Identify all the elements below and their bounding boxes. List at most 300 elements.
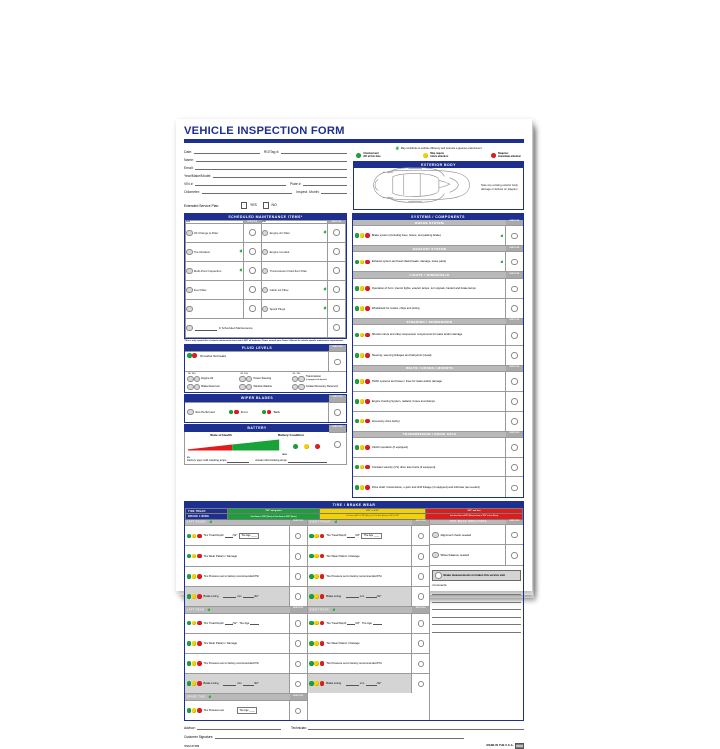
pressure-label: Tire Pressure set to factory-recommended PSI (203, 574, 259, 578)
tread-units-label: /32" (232, 621, 238, 625)
sm-mileage-cell (186, 318, 328, 337)
tire-row-brake-lining (308, 673, 430, 693)
green-status-dot[interactable] (262, 410, 267, 415)
due-checkbox[interactable] (262, 287, 269, 294)
green-status-dot[interactable] (355, 233, 360, 238)
green-status-dot[interactable] (355, 485, 360, 490)
yellow-status-dot[interactable] (192, 621, 197, 626)
alignment-check-checkbox[interactable] (432, 532, 439, 539)
yellow-status-dot[interactable] (360, 419, 365, 424)
date-input[interactable] (194, 149, 260, 154)
serviced-checkbox[interactable] (511, 485, 518, 492)
fill-checkbox[interactable] (246, 376, 253, 383)
leaf-icon (239, 249, 243, 253)
odometer-input[interactable] (202, 189, 293, 194)
green-status-dot[interactable] (187, 594, 192, 599)
brake-lining-label: Brake Lining (326, 682, 342, 686)
brake-measurement-checkbox[interactable] (435, 572, 442, 579)
tire-row-brake-lining (185, 586, 307, 606)
serviced-checkbox[interactable] (334, 409, 341, 416)
green-status-dot[interactable] (187, 661, 192, 666)
red-status-dot[interactable] (320, 621, 325, 626)
serviced-checkbox[interactable] (511, 259, 518, 266)
tread-units-label: /32" (355, 621, 360, 625)
comments-line[interactable] (432, 618, 521, 626)
red-status-dot (491, 153, 496, 158)
tread-depth-input[interactable] (347, 621, 355, 625)
serviced-checkbox[interactable] (511, 332, 518, 339)
tire-age-input[interactable] (250, 621, 259, 625)
sm-label: Transmission Fluid &/or Filter (269, 268, 308, 273)
red-status-dot[interactable] (320, 534, 325, 539)
serviced-checkbox[interactable] (511, 532, 518, 539)
red-status-dot[interactable] (365, 260, 370, 265)
red-status-dot[interactable] (234, 410, 239, 415)
yellow-status-dot[interactable] (314, 681, 319, 686)
wear-pattern-label: Tire Wear Pattern / Damage (203, 641, 237, 645)
serviced-checkbox[interactable] (295, 661, 302, 668)
exterior-body-note: Note any existing exterior body damage or defects on diagram (481, 183, 518, 191)
serviced-checkbox[interactable] (249, 305, 256, 312)
fill-checkbox[interactable] (298, 376, 305, 383)
green-status-dot[interactable] (187, 534, 192, 539)
red-status-dot[interactable] (365, 306, 370, 311)
fill-checkbox[interactable] (246, 384, 253, 391)
brake-lining-mm-input[interactable] (346, 682, 359, 686)
serviced-checkbox[interactable] (511, 233, 518, 240)
brake-lining-label: Brake Lining (326, 594, 342, 598)
system-row (353, 411, 523, 431)
serviced-checkbox[interactable] (511, 398, 518, 405)
ro-tag-input[interactable] (281, 149, 347, 154)
tire-age-input[interactable]: Tire Age ____ (239, 533, 259, 539)
red-status-dot[interactable] (365, 445, 370, 450)
due-checkbox[interactable] (186, 287, 193, 294)
serviced-checkbox[interactable] (333, 286, 340, 293)
serviced-checkbox[interactable] (295, 708, 302, 715)
yellow-status-dot[interactable] (192, 534, 197, 539)
battery-serviced-header: SERVICED (329, 425, 346, 431)
green-status-dot[interactable] (187, 574, 192, 579)
green-status-dot[interactable] (355, 419, 360, 424)
green-status-dot[interactable] (187, 621, 192, 626)
table-row (186, 299, 346, 318)
customer-signature-input[interactable] (215, 734, 464, 739)
red-status-dot[interactable] (365, 286, 370, 291)
green-status-dot[interactable] (355, 286, 360, 291)
fluid-item-label: Brake Reservoir (201, 385, 220, 389)
tread-depth-input[interactable] (225, 534, 233, 538)
green-status-dot[interactable] (229, 410, 234, 415)
red-status-dot[interactable] (320, 641, 325, 646)
legend-item-green (356, 152, 381, 158)
yellow-status-dot[interactable] (360, 260, 365, 265)
serviced-checkbox[interactable] (249, 248, 256, 255)
system-item-label: Constant velocity (CV) drive axle boots (if equipped) (371, 465, 436, 469)
green-status-dot[interactable] (355, 465, 360, 470)
red-status-dot[interactable] (197, 708, 202, 713)
group-title: TRANSMISSION / DRIVE AXLE (353, 432, 506, 437)
red-status-dot[interactable] (365, 419, 370, 424)
comments-block (432, 583, 521, 633)
inspect-month-input[interactable] (321, 189, 347, 194)
green-status-dot[interactable] (293, 444, 298, 449)
esp-no-checkbox[interactable] (263, 202, 269, 208)
sm-label: Engine Coolant (269, 249, 290, 254)
serviced-checkbox[interactable] (418, 661, 425, 668)
due-checkbox[interactable] (262, 268, 269, 275)
red-status-dot[interactable] (365, 379, 370, 384)
group-header-exhaust-system (353, 245, 523, 251)
car-diagram[interactable] (356, 164, 481, 211)
yellow-status-dot[interactable] (192, 661, 197, 666)
actual-amps-input[interactable] (288, 459, 327, 463)
legend-red-line2: immediate attention (497, 155, 521, 159)
pressure-label: Tire Pressure set to factory-recommended PSI (326, 662, 382, 666)
serviced-checkbox[interactable] (334, 359, 341, 366)
due-checkbox[interactable] (262, 230, 269, 237)
name-label: Name: (184, 158, 194, 163)
leaf-icon (207, 608, 211, 612)
leaf-icon (500, 234, 504, 238)
yellow-status-dot[interactable] (304, 444, 309, 449)
system-row (353, 298, 523, 318)
vin-input[interactable] (195, 181, 286, 186)
yellow-status-dot[interactable] (360, 233, 365, 238)
eco-note-text: May contribute to vehicle efficiency and promote a greener environment (400, 146, 482, 150)
due-checkbox[interactable] (262, 306, 269, 313)
brake-lining-mm-input[interactable] (223, 682, 236, 686)
serviced-header-right: SERVICED (328, 220, 346, 223)
signature-row-customer (184, 734, 524, 739)
yellow-status-dot[interactable] (360, 399, 365, 404)
sm-label: Cabin Air Filter (269, 287, 289, 292)
red-status-dot[interactable] (197, 574, 202, 579)
serviced-checkbox[interactable] (333, 229, 340, 236)
red-status-dot[interactable] (320, 574, 325, 579)
serviced-checkbox[interactable] (511, 378, 518, 385)
serviced-checkbox[interactable] (511, 444, 518, 451)
pressure-label: Tire Pressure set to factory-recommended PSI (326, 574, 382, 578)
serviced-checkbox[interactable] (418, 573, 425, 580)
red-status-dot[interactable] (365, 333, 370, 338)
red-status-dot[interactable] (197, 641, 202, 646)
leaf-icon (323, 230, 327, 234)
green-status-dot[interactable] (309, 534, 314, 539)
fill-checkbox[interactable] (194, 384, 201, 391)
serviced-checkbox[interactable] (334, 441, 341, 448)
serviced-checkbox[interactable] (418, 620, 425, 627)
yellow-status-dot[interactable] (360, 306, 365, 311)
yellow-status-dot[interactable] (360, 445, 365, 450)
yellow-status-dot[interactable] (314, 554, 319, 559)
green-status-dot[interactable] (309, 594, 314, 599)
comments-line[interactable] (432, 587, 521, 595)
comments-line[interactable] (432, 625, 521, 633)
red-status-dot[interactable] (197, 621, 202, 626)
red-status-dot[interactable] (320, 661, 325, 666)
comments-line[interactable] (432, 603, 521, 611)
due-checkbox[interactable] (186, 268, 193, 275)
serviced-checkbox[interactable] (333, 324, 340, 331)
tire-age-input[interactable]: Tire Age ____ (361, 533, 381, 539)
serviced-checkbox[interactable] (333, 305, 340, 312)
system-row (353, 278, 523, 299)
esp-yes-checkbox[interactable] (241, 202, 247, 208)
green-status-dot[interactable] (187, 353, 192, 358)
green-status-dot[interactable] (187, 708, 192, 713)
green-status-dot[interactable] (309, 641, 314, 646)
fluid-levels-grid (185, 371, 346, 392)
serviced-checkbox[interactable] (511, 552, 518, 559)
serviced-checkbox[interactable] (511, 305, 518, 312)
yellow-status-dot[interactable] (360, 465, 365, 470)
email-input[interactable] (195, 165, 347, 170)
serviced-checkbox[interactable] (511, 352, 518, 359)
field-row-vin (184, 181, 347, 186)
tire-panel-right (308, 520, 431, 720)
due-checkbox[interactable] (186, 306, 193, 313)
yellow-status-dot[interactable] (192, 554, 197, 559)
sm-right-serviced-4 (328, 299, 346, 318)
system-row (353, 251, 523, 271)
red-status-dot[interactable] (197, 534, 202, 539)
signature-row-advisor-technician (184, 725, 524, 730)
comments-line[interactable] (432, 595, 521, 603)
usa-flag-icon (515, 743, 524, 749)
red-status-dot[interactable] (365, 353, 370, 358)
ok-checkbox[interactable] (187, 376, 194, 383)
serviced-header: SERVICED (290, 607, 307, 613)
wheel-balance-checkbox[interactable] (432, 552, 439, 559)
serviced-checkbox[interactable] (418, 553, 425, 560)
green-status-dot[interactable] (309, 554, 314, 559)
red-status-dot[interactable] (365, 485, 370, 490)
leaf-icon (208, 695, 212, 699)
red-status-dot[interactable] (192, 353, 197, 358)
due-checkbox[interactable] (186, 230, 193, 237)
sm-left-cell-3 (186, 280, 244, 299)
red-status-dot[interactable] (365, 465, 370, 470)
tire-position-label: RIGHT REAR (309, 608, 329, 612)
serviced-checkbox[interactable] (511, 464, 518, 471)
mm-label: mm (359, 594, 365, 598)
red-status-dot[interactable] (365, 233, 370, 238)
yellow-status-dot[interactable] (192, 594, 197, 599)
fluid-item-engine-oil (187, 376, 239, 383)
tire-panel-left (185, 520, 308, 720)
wear-pattern-label: Tire Wear Pattern / Damage (326, 641, 360, 645)
green-status-dot[interactable] (187, 554, 192, 559)
green-status-dot[interactable] (309, 661, 314, 666)
red-status-dot[interactable] (197, 681, 202, 686)
yellow-status-dot[interactable] (314, 534, 319, 539)
wear-pattern-label: Tire Wear Pattern / Damage (326, 554, 360, 558)
green-status-dot[interactable] (355, 333, 360, 338)
fill-checkbox[interactable] (194, 376, 201, 383)
serviced-checkbox[interactable] (295, 593, 302, 600)
tire-age-input[interactable] (373, 621, 382, 625)
fluid-item-brake-reservoir (187, 384, 239, 391)
yellow-status-dot[interactable] (192, 681, 197, 686)
yellow-status-dot[interactable] (192, 574, 197, 579)
red-status-dot[interactable] (365, 399, 370, 404)
advisor-input[interactable] (197, 725, 281, 730)
green-status-dot[interactable] (309, 621, 314, 626)
extended-service-plan-row (184, 202, 347, 208)
sm-left-serviced-1 (243, 242, 261, 261)
serviced-checkbox[interactable] (511, 418, 518, 425)
due-checkbox[interactable] (262, 249, 269, 256)
tread-depth-label: Tire Tread Depth (326, 621, 347, 625)
yellow-status-dot[interactable] (360, 485, 365, 490)
serviced-checkbox[interactable] (295, 640, 302, 647)
red-status-dot[interactable] (320, 554, 325, 559)
mm-label: mm (359, 682, 365, 686)
red-status-dot[interactable] (197, 554, 202, 559)
fluid-levels-header: FLUID LEVELS (185, 345, 329, 351)
tire-row-pressure (308, 566, 430, 586)
brake-lining-mm-input[interactable] (346, 594, 359, 598)
serviced-checkbox[interactable] (333, 248, 340, 255)
brake-lining-32-input[interactable] (243, 594, 254, 598)
wiper-back-label: Back (273, 410, 281, 415)
sm-right-cell-2 (261, 261, 327, 280)
ok-checkbox[interactable] (292, 376, 299, 383)
green-status-dot[interactable] (309, 574, 314, 579)
serviced-checkbox[interactable] (249, 267, 256, 274)
factory-amps-input[interactable] (227, 459, 249, 463)
comments-line[interactable] (432, 610, 521, 618)
leaf-icon (209, 520, 213, 524)
serviced-header: SERVICED (290, 520, 307, 526)
tire-position-header-spare (185, 693, 307, 700)
green-status-dot[interactable] (355, 379, 360, 384)
serviced-checkbox[interactable] (418, 533, 425, 540)
fluid-levels-serviced-header: SERVICED (329, 345, 346, 351)
serviced-checkbox[interactable] (418, 640, 425, 647)
ok-checkbox[interactable] (292, 384, 299, 391)
plate-input[interactable] (303, 181, 347, 186)
serviced-checkbox[interactable] (295, 573, 302, 580)
green-status-dot[interactable] (309, 681, 314, 686)
system-item-label: Accessory drive belt(s) (371, 419, 400, 423)
yellow-status-dot[interactable] (360, 333, 365, 338)
yellow-status-dot[interactable] (192, 641, 197, 646)
leaf-icon (323, 287, 327, 291)
yellow-status-dot[interactable] (314, 574, 319, 579)
scheduled-maintenance-table (185, 220, 346, 338)
yellow-status-dot[interactable] (314, 641, 319, 646)
fill-col-header: FILL (296, 373, 301, 375)
tire-position-header-right-front (308, 520, 430, 526)
red-status-dot[interactable] (197, 594, 202, 599)
spare-tire-age-input[interactable]: Tire Age ____ (237, 707, 257, 713)
red-status-dot[interactable] (320, 594, 325, 599)
red-status-dot[interactable] (267, 410, 272, 415)
serviced-checkbox[interactable] (333, 267, 340, 274)
brake-lining-32-input[interactable] (366, 682, 377, 686)
fill-checkbox[interactable] (298, 384, 305, 391)
yellow-status-dot[interactable] (314, 661, 319, 666)
red-status-dot[interactable] (315, 444, 320, 449)
green-status-dot[interactable] (187, 681, 192, 686)
ok-checkbox[interactable] (239, 384, 246, 391)
serviced-checkbox[interactable] (249, 229, 256, 236)
serviced-header: SERVICED (506, 246, 523, 251)
exterior-body-diagram-row (354, 168, 523, 209)
green-status-dot[interactable] (355, 306, 360, 311)
mileage-checkbox[interactable] (186, 325, 193, 332)
green-status-dot[interactable] (355, 399, 360, 404)
green-status-dot[interactable] (355, 260, 360, 265)
yellow-status-dot[interactable] (314, 621, 319, 626)
battery-serviced (329, 432, 347, 466)
serviced-checkbox[interactable] (418, 593, 425, 600)
ok-checkbox[interactable] (187, 384, 194, 391)
fluid-item-coolant-recovery (292, 384, 344, 391)
red-status-dot[interactable] (320, 681, 325, 686)
sm-left-cell-0 (186, 223, 244, 242)
yellow-status-dot[interactable] (360, 379, 365, 384)
group-header-lights-windshield (353, 271, 523, 277)
tread-depth-input[interactable] (347, 534, 355, 538)
leaf-icon (239, 268, 243, 272)
serviced-checkbox[interactable] (418, 681, 425, 688)
brake-lining-mm-input[interactable] (223, 594, 236, 598)
legend-item-red (491, 152, 521, 158)
green-status-dot[interactable] (355, 353, 360, 358)
test-performed-checkbox[interactable] (187, 409, 194, 416)
technician-input[interactable] (308, 725, 524, 730)
serviced-checkbox[interactable] (249, 286, 256, 293)
sm-label: Tire Rotation (193, 249, 211, 254)
serviced-checkbox[interactable] (511, 286, 518, 293)
ok-col-header: OK (188, 373, 191, 375)
tire-position-header-left-rear (185, 606, 307, 613)
red-status-dot[interactable] (197, 661, 202, 666)
mileage-input[interactable] (195, 327, 217, 331)
brake-lining-32-input[interactable] (243, 682, 254, 686)
green-status-dot[interactable] (187, 641, 192, 646)
year-make-model-input[interactable] (213, 173, 347, 178)
green-status-dot[interactable] (355, 445, 360, 450)
fluid-item-label: Window Washer (253, 385, 273, 389)
serviced-checkbox[interactable] (295, 533, 302, 540)
yellow-status-dot[interactable] (314, 594, 319, 599)
serviced-checkbox[interactable] (295, 620, 302, 627)
yellow-status-dot[interactable] (360, 286, 365, 291)
system-item-label: Steering, steering linkages and ball joints (visual) (371, 353, 432, 357)
brake-lining-32-input[interactable] (366, 594, 377, 598)
serviced-checkbox[interactable] (295, 553, 302, 560)
ok-checkbox[interactable] (239, 376, 246, 383)
sm-label: Engine Air Filter (269, 230, 290, 235)
name-input[interactable] (196, 157, 348, 162)
spare-pressure-label: Tire Pressure set (203, 709, 224, 713)
due-checkbox[interactable] (186, 249, 193, 256)
tire-position-label: LEFT REAR (187, 608, 205, 612)
tread-depth-input[interactable] (225, 621, 233, 625)
ok-col-header: OK (292, 373, 296, 375)
yellow-status-dot[interactable] (360, 353, 365, 358)
yellow-status-dot[interactable] (192, 708, 197, 713)
technician-label: Technician: (291, 726, 307, 731)
group-header-steering-suspension (353, 318, 523, 324)
brake-note-label: Brake measurements not taken this service visit (443, 573, 506, 577)
serviced-checkbox[interactable] (295, 681, 302, 688)
sm-right-serviced-2 (328, 261, 346, 280)
